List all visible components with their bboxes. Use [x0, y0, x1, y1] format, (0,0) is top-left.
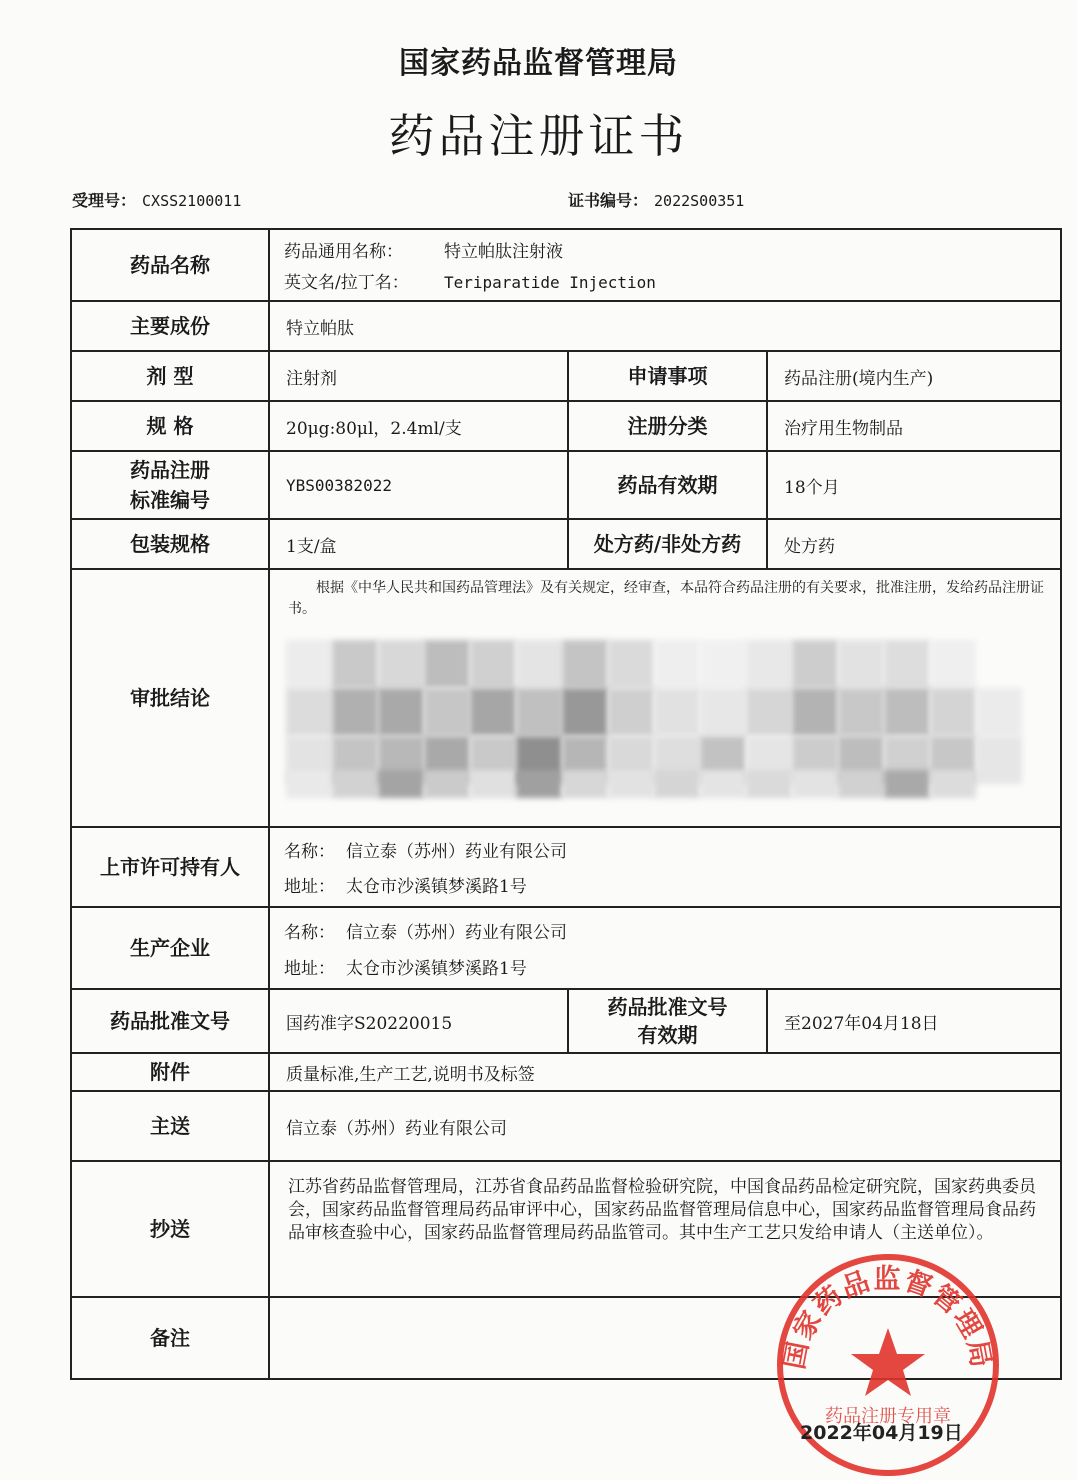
label-standard-line2: 标准编号: [130, 488, 210, 512]
dosage-form-value: 注射剂: [270, 352, 569, 400]
label-cc: 抄送: [72, 1162, 270, 1296]
row-manufacturer: [70, 908, 1062, 990]
label-standard: [72, 452, 270, 518]
row-spec: [70, 402, 1062, 452]
document-title: 药品注册证书: [388, 109, 689, 163]
validity-value: 18个月: [784, 477, 840, 498]
label-standard-line1: 药品注册: [130, 458, 210, 482]
label-package: 包装规格: [72, 520, 270, 568]
redacted-area: [286, 630, 1051, 804]
generic-name-value: 特立帕肽注射液: [444, 242, 563, 262]
recipient-value: 信立泰（苏州）药业有限公司: [286, 1118, 507, 1139]
application-item-value: 药品注册(境内生产): [784, 368, 934, 389]
row-drug-name: [70, 228, 1062, 302]
prescription-value: 处方药: [784, 536, 835, 557]
acceptance-number: [72, 188, 241, 211]
package-value: 1支/盒: [270, 520, 569, 568]
label-recipient: 主送: [72, 1092, 270, 1160]
seal-text: 国家药品监督管理局: [779, 1263, 997, 1372]
official-seal: [773, 1250, 1003, 1480]
mah-values: [270, 828, 1060, 906]
seal-date: 2022年04月19日: [800, 1422, 963, 1444]
manufacturer-name-key: 名称：: [284, 922, 335, 943]
spec-value: 20μg:80μl，2.4ml/支: [270, 402, 569, 450]
label-registration-category: 注册分类: [569, 402, 768, 450]
row-approval: [70, 570, 1062, 828]
row-mah: [70, 828, 1062, 908]
label-application-item: 申请事项: [569, 352, 768, 400]
attachment-value: 质量标准,生产工艺,说明书及标签: [286, 1064, 535, 1085]
label-approval-number-validity: [569, 990, 768, 1052]
certificate-value: 2022S00351: [654, 192, 745, 210]
row-ingredient: [70, 302, 1062, 352]
label-dosage-form: 剂 型: [72, 352, 270, 400]
label-mah: 上市许可持有人: [72, 828, 270, 906]
label-validity: 药品有效期: [569, 452, 768, 518]
mah-name-key: 名称：: [284, 842, 335, 862]
ingredient-value: 特立帕肽: [286, 318, 354, 339]
approval-text: 根据《中华人民共和国药品管理法》及有关规定，经审查，本品符合药品注册的有关要求，批准注册，发给药品注册证书。: [288, 580, 1044, 617]
label-approval: 审批结论: [72, 570, 270, 826]
label-manufacturer: 生产企业: [72, 908, 270, 988]
acceptance-value: CXSS2100011: [142, 192, 242, 210]
manufacturer-name-value: 信立泰（苏州）药业有限公司: [346, 922, 567, 943]
english-name-value: Teriparatide Injection: [444, 273, 656, 292]
english-name-key: 英文名/拉丁名：: [284, 273, 409, 293]
label-attachment: 附件: [72, 1054, 270, 1090]
row-recipient: [70, 1092, 1062, 1162]
registration-category-value: 治疗用生物制品: [784, 418, 903, 439]
seal-star-icon: [851, 1328, 925, 1396]
mah-address-key: 地址：: [284, 877, 335, 897]
row-package: [70, 520, 1062, 570]
mah-name-value: 信立泰（苏州）药业有限公司: [346, 842, 567, 862]
approval-content: [270, 570, 1060, 826]
approval-number-value: 国药准字S20220015: [270, 990, 569, 1052]
label-prescription: 处方药/非处方药: [569, 520, 768, 568]
label-ingredient: 主要成份: [72, 302, 270, 350]
seal-subtext: 药品注册专用章: [825, 1406, 951, 1427]
acceptance-label: 受理号：: [72, 191, 137, 210]
row-dosage-form: [70, 352, 1062, 402]
label-spec: 规 格: [72, 402, 270, 450]
label-approval-number: 药品批准文号: [72, 990, 270, 1052]
manufacturer-address-value: 太仓市沙溪镇梦溪路1号: [346, 958, 527, 979]
row-standard: [70, 452, 1062, 520]
approval-number-validity-value: 至2027年04月18日: [784, 1013, 939, 1034]
row-approval-number: [70, 990, 1062, 1054]
manufacturer-address-key: 地址：: [284, 958, 335, 979]
manufacturer-values: [270, 908, 1060, 988]
label-approval-validity-line1: 药品批准文号: [607, 995, 728, 1019]
mah-address-value: 太仓市沙溪镇梦溪路1号: [346, 877, 527, 897]
issuing-authority: 国家药品监督管理局: [399, 46, 678, 81]
row-attachment: [70, 1054, 1062, 1092]
label-remarks: 备注: [72, 1298, 270, 1378]
certificate-number: [568, 188, 744, 211]
label-drug-name: 药品名称: [72, 230, 270, 300]
generic-name-key: 药品通用名称：: [284, 242, 403, 262]
standard-value: YBS00382022: [270, 452, 569, 518]
certificate-table: [70, 228, 1062, 1380]
certificate-label: 证书编号：: [568, 191, 649, 210]
drug-name-values: [270, 230, 1060, 300]
cc-value: 江苏省药品监督管理局，江苏省食品药品监督检验研究院，中国食品药品检定研究院，国家药典委员会，国家药品监督管理局药品审评中心，国家药品监督管理局信息中心，国家药品监督管理局食品药品审核查验中心，国家药品监督管理局药品监管司。其中生产工艺只发给申请人（主送单位）。: [288, 1177, 1036, 1243]
label-approval-validity-line2: 有效期: [637, 1023, 698, 1047]
